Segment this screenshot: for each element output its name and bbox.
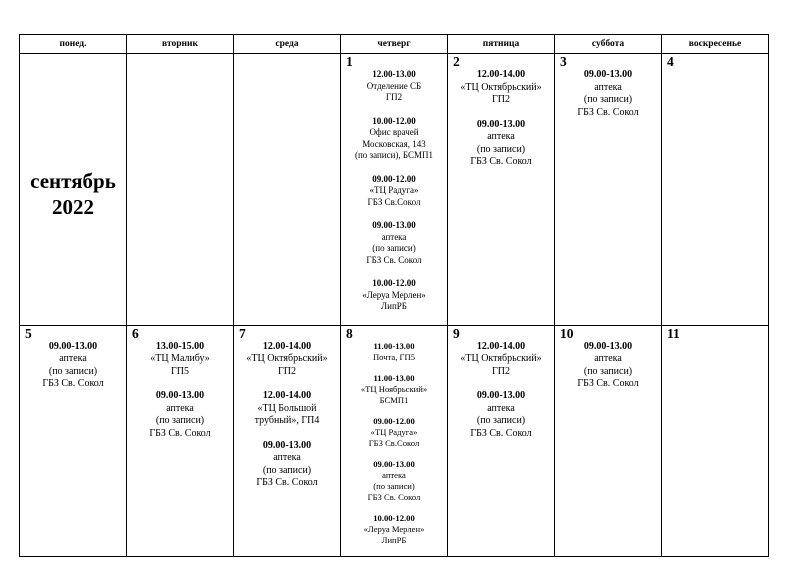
day-cell [20, 325, 127, 556]
event-line: аптека [594, 353, 622, 364]
event-time: 09.00-13.00 [48, 340, 98, 352]
day-number: 8 [346, 325, 353, 341]
event-block [557, 69, 659, 119]
event-time: 11.00-13.00 [373, 372, 415, 383]
event-line: (по записи) [476, 415, 526, 426]
event-line: «ТЦ Ноябрьский» [360, 383, 428, 394]
event-time: 12.00-14.00 [476, 69, 526, 80]
event-line: аптека [166, 402, 194, 414]
event-time: 09.00-12.00 [373, 415, 415, 426]
event-line: «Леруа Мерлен» [363, 523, 425, 534]
month-name: сентябрь [30, 169, 116, 193]
header-monday: понед. [20, 35, 127, 54]
event-time: 10.00-12.00 [372, 115, 416, 126]
event-time: 09.00-12.00 [372, 173, 416, 184]
day-cell-empty [127, 54, 234, 326]
event-line: ГП2 [491, 94, 510, 105]
header-row [20, 35, 769, 54]
event-time: 09.00-13.00 [583, 69, 633, 80]
event-line: «ТЦ Октябрьский» [246, 353, 328, 364]
event-line: (по записи) [583, 94, 633, 105]
day-number: 9 [453, 325, 460, 341]
event-line: (по записи) [372, 243, 416, 253]
day-cell [555, 54, 662, 326]
day-cell [448, 325, 555, 556]
header-thursday: четверг [341, 35, 448, 54]
day-number: 4 [667, 54, 674, 69]
event-line: аптека [594, 81, 622, 93]
event-block [343, 278, 445, 313]
event-block [129, 390, 231, 440]
header-tuesday: вторник [127, 35, 234, 54]
event-line: Московская, 143 [362, 138, 426, 149]
event-block [343, 116, 445, 162]
header-wednesday: среда [234, 35, 341, 54]
week-row-2 [20, 325, 769, 556]
event-time: 09.00-13.00 [583, 340, 633, 352]
day-cell [662, 325, 769, 556]
event-line: аптека [381, 231, 407, 242]
event-line: Офис врачей [369, 127, 419, 137]
event-line: аптека [487, 402, 515, 414]
event-line: ГБЗ Св. Сокол [42, 378, 104, 389]
event-line: ГБЗ Св. Сокол [256, 477, 318, 488]
day-number: 11 [667, 325, 680, 341]
event-line: аптека [382, 469, 406, 480]
event-line: ГБЗ Св. Сокол [367, 491, 421, 502]
event-line: БСМП1 [379, 394, 409, 405]
event-block [343, 513, 445, 546]
event-block [450, 69, 552, 107]
event-line: Почта, ГП5 [372, 351, 416, 362]
event-block [343, 459, 445, 503]
day-cell [448, 54, 555, 326]
event-time: 09.00-13.00 [476, 118, 526, 130]
event-block [343, 174, 445, 209]
event-line: «Леруа Мерлен» [362, 289, 426, 300]
header-friday: пятница [448, 35, 555, 54]
header-saturday: суббота [555, 35, 662, 54]
event-line: «ТЦ Октябрьский» [460, 353, 542, 364]
event-block [450, 119, 552, 169]
event-line: (по записи) [48, 365, 98, 377]
event-line: ГБЗ Св. Сокол [470, 427, 532, 439]
day-number: 6 [132, 325, 139, 341]
event-line: ГБЗ Св.Сокол [367, 196, 421, 207]
event-line: «ТЦ Радуга» [369, 185, 419, 195]
event-line: ГП2 [491, 365, 510, 377]
event-line: «ТЦ Большой [257, 402, 317, 414]
event-time: 13.00-15.00 [155, 340, 205, 352]
event-block [236, 390, 338, 428]
day-cell [234, 325, 341, 556]
event-block [343, 220, 445, 266]
day-number: 10 [560, 325, 574, 341]
day-cell [662, 54, 769, 326]
event-line: ГП2 [277, 365, 296, 377]
day-number: 3 [560, 54, 567, 69]
day-number: 2 [453, 54, 460, 69]
event-line: ГП2 [385, 92, 403, 102]
event-line: аптека [273, 452, 301, 463]
event-time: 11.00-13.00 [373, 340, 415, 351]
event-time: 12.00-14.00 [262, 390, 312, 401]
event-time: 09.00-13.00 [476, 390, 526, 401]
event-line: Отделение СБ [366, 80, 422, 91]
event-block [236, 341, 338, 379]
event-line: (по записи) [476, 143, 526, 155]
day-number: 7 [239, 325, 246, 341]
event-block [22, 341, 124, 391]
event-time: 09.00-13.00 [262, 439, 312, 451]
event-time: 09.00-13.00 [155, 390, 205, 401]
month-year: 2022 [52, 195, 94, 219]
event-line: трубный», ГП4 [254, 415, 320, 426]
week-row-1 [20, 54, 769, 326]
day-cell [127, 325, 234, 556]
event-block [450, 341, 552, 379]
event-line: «ТЦ Радуга» [370, 426, 418, 437]
day-cell [555, 325, 662, 556]
event-time: 12.00-13.00 [372, 69, 416, 79]
event-block [557, 341, 659, 391]
event-line: (по записи) [583, 365, 633, 377]
event-line: ГБЗ Св. Сокол [577, 106, 639, 118]
event-block [129, 341, 231, 379]
event-line: ГБЗ Св. Сокол [577, 378, 639, 389]
event-line: «ТЦ Малибу» [150, 353, 210, 364]
event-line: ГБЗ Св.Сокол [368, 437, 420, 448]
event-block [343, 69, 445, 104]
event-time: 12.00-14.00 [476, 340, 526, 352]
day-cell [341, 325, 448, 556]
day-number: 5 [25, 325, 32, 341]
event-line: аптека [59, 353, 87, 364]
event-block [343, 341, 445, 363]
event-line: ГП5 [170, 365, 189, 377]
event-line: ЛипРБ [381, 301, 407, 311]
day-number: 1 [346, 54, 353, 69]
event-time: 09.00-13.00 [373, 458, 415, 469]
event-line: (по записи) [262, 464, 312, 476]
event-line: аптека [487, 131, 515, 142]
event-line: (по записи), БСМП1 [354, 150, 434, 160]
event-time: 12.00-14.00 [262, 340, 312, 352]
event-line: (по записи) [373, 480, 415, 491]
event-line: ГБЗ Св. Сокол [149, 427, 211, 439]
event-block [343, 416, 445, 449]
event-line: ГБЗ Св. Сокол [366, 254, 422, 265]
event-line: «ТЦ Октябрьский» [460, 81, 542, 93]
event-time: 10.00-12.00 [372, 278, 416, 288]
month-cell [20, 54, 127, 326]
event-block [450, 390, 552, 440]
day-cell [341, 54, 448, 326]
event-block [236, 440, 338, 490]
header-sunday: воскресенье [662, 35, 769, 54]
event-line: ЛипРБ [381, 534, 407, 545]
event-time: 10.00-12.00 [373, 512, 415, 523]
event-time: 09.00-13.00 [372, 220, 416, 230]
day-cell-empty [234, 54, 341, 326]
event-line: ГБЗ Св. Сокол [470, 156, 532, 167]
event-block [343, 373, 445, 406]
event-line: (по записи) [155, 415, 205, 426]
schedule-calendar [19, 34, 769, 557]
